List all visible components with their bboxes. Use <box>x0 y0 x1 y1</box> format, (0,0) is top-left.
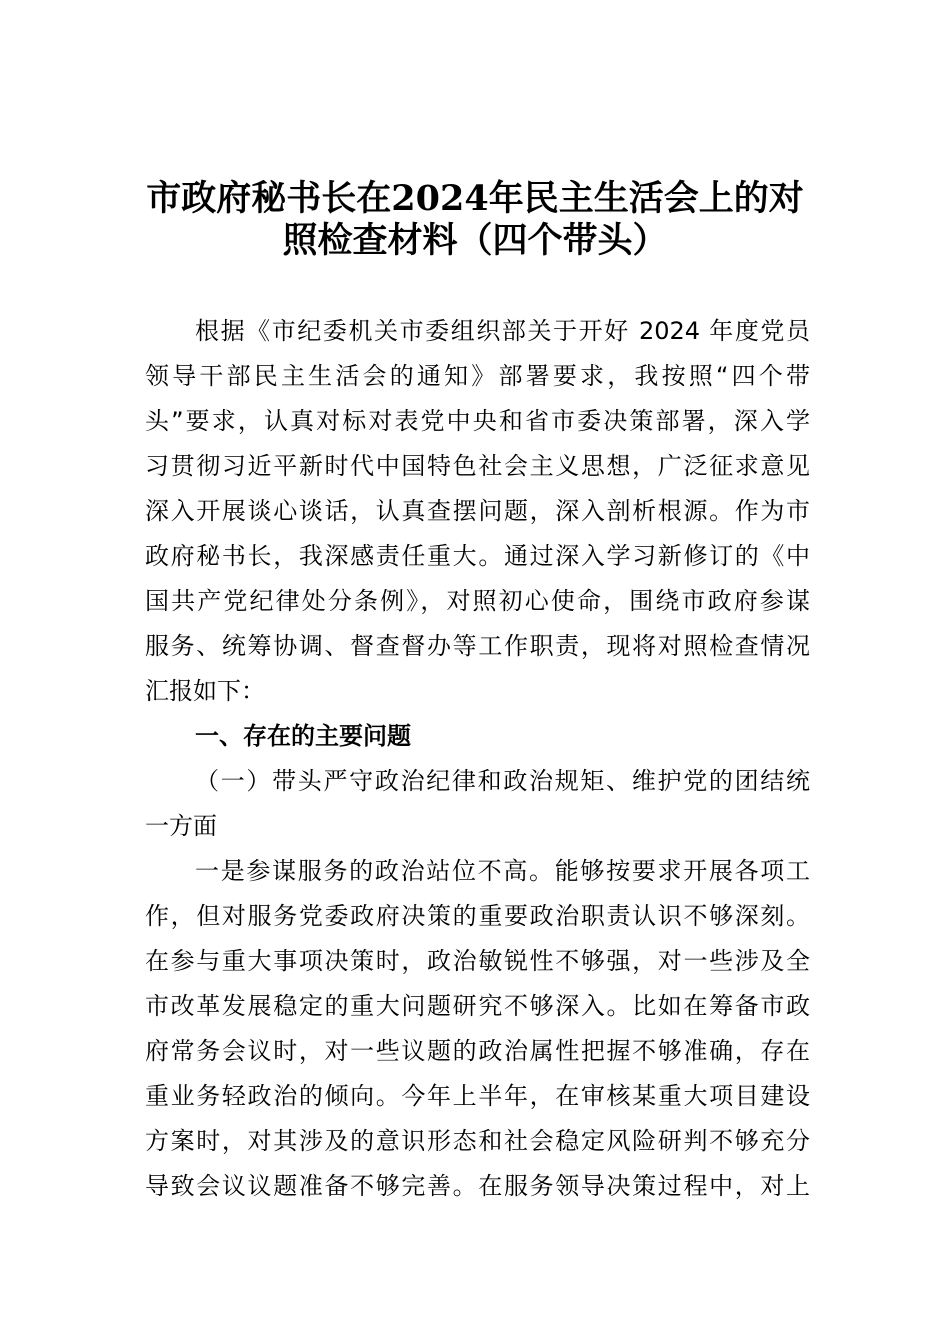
paragraph-line: 习贯彻习近平新时代中国特色社会主义思想，广泛征求意见 <box>145 452 810 480</box>
paragraph-line: 导致会议议题准备不够完善。在服务领导决策过程中，对上 <box>145 1172 810 1200</box>
paragraph-line: 国共产党纪律处分条例》，对照初心使命，围绕市政府参谋 <box>145 587 810 615</box>
paragraph-line: 根据《市纪委机关市委组织部关于开好 2024 年度党员 <box>195 317 810 345</box>
paragraph-line: 一是参谋服务的政治站位不高。能够按要求开展各项工 <box>195 857 810 885</box>
paragraph-line: 服务、统筹协调、督查督办等工作职责，现将对照检查情况 <box>145 632 810 660</box>
paragraph-line: 领导干部民主生活会的通知》部署要求，我按照“四个带 <box>145 362 810 390</box>
paragraph-line: 方案时，对其涉及的意识形态和社会稳定风险研判不够充分 <box>145 1127 810 1155</box>
intro-paragraph <box>145 309 810 714</box>
document-body <box>145 309 810 1209</box>
subsection-heading <box>145 759 810 849</box>
document-title-line-2: 照检查材料（四个带头） <box>282 220 668 261</box>
paragraph-line: 深入开展谈心谈话，认真查摆问题，深入剖析根源。作为市 <box>145 497 810 525</box>
paragraph-line: 作，但对服务党委政府决策的重要政治职责认识不够深刻。 <box>145 902 810 930</box>
paragraph-line: 汇报如下： <box>145 677 265 705</box>
paragraph-line: 重业务轻政治的倾向。今年上半年，在审核某重大项目建设 <box>145 1082 810 1110</box>
paragraph-line: 府常务会议时，对一些议题的政治属性把握不够准确，存在 <box>145 1037 810 1065</box>
paragraph-line: 在参与重大事项决策时，政治敏锐性不够强，对一些涉及全 <box>145 947 810 975</box>
section-heading: 一、存在的主要问题 <box>195 722 411 750</box>
paragraph-line: （一）带头严守政治纪律和政治规矩、维护党的团结统 <box>195 767 810 795</box>
paragraph-line: 头”要求，认真对标对表党中央和省市委决策部署，深入学 <box>145 407 810 435</box>
document-title-line-1: 市政府秘书长在2024年民主生活会上的对 <box>146 178 804 219</box>
paragraph-line: 一方面 <box>145 812 217 840</box>
paragraph-line: 政府秘书长，我深感责任重大。通过深入学习新修订的《中 <box>145 542 810 570</box>
issue-paragraph <box>145 849 810 1209</box>
paragraph-line: 市改革发展稳定的重大问题研究不够深入。比如在筹备市政 <box>145 992 810 1020</box>
